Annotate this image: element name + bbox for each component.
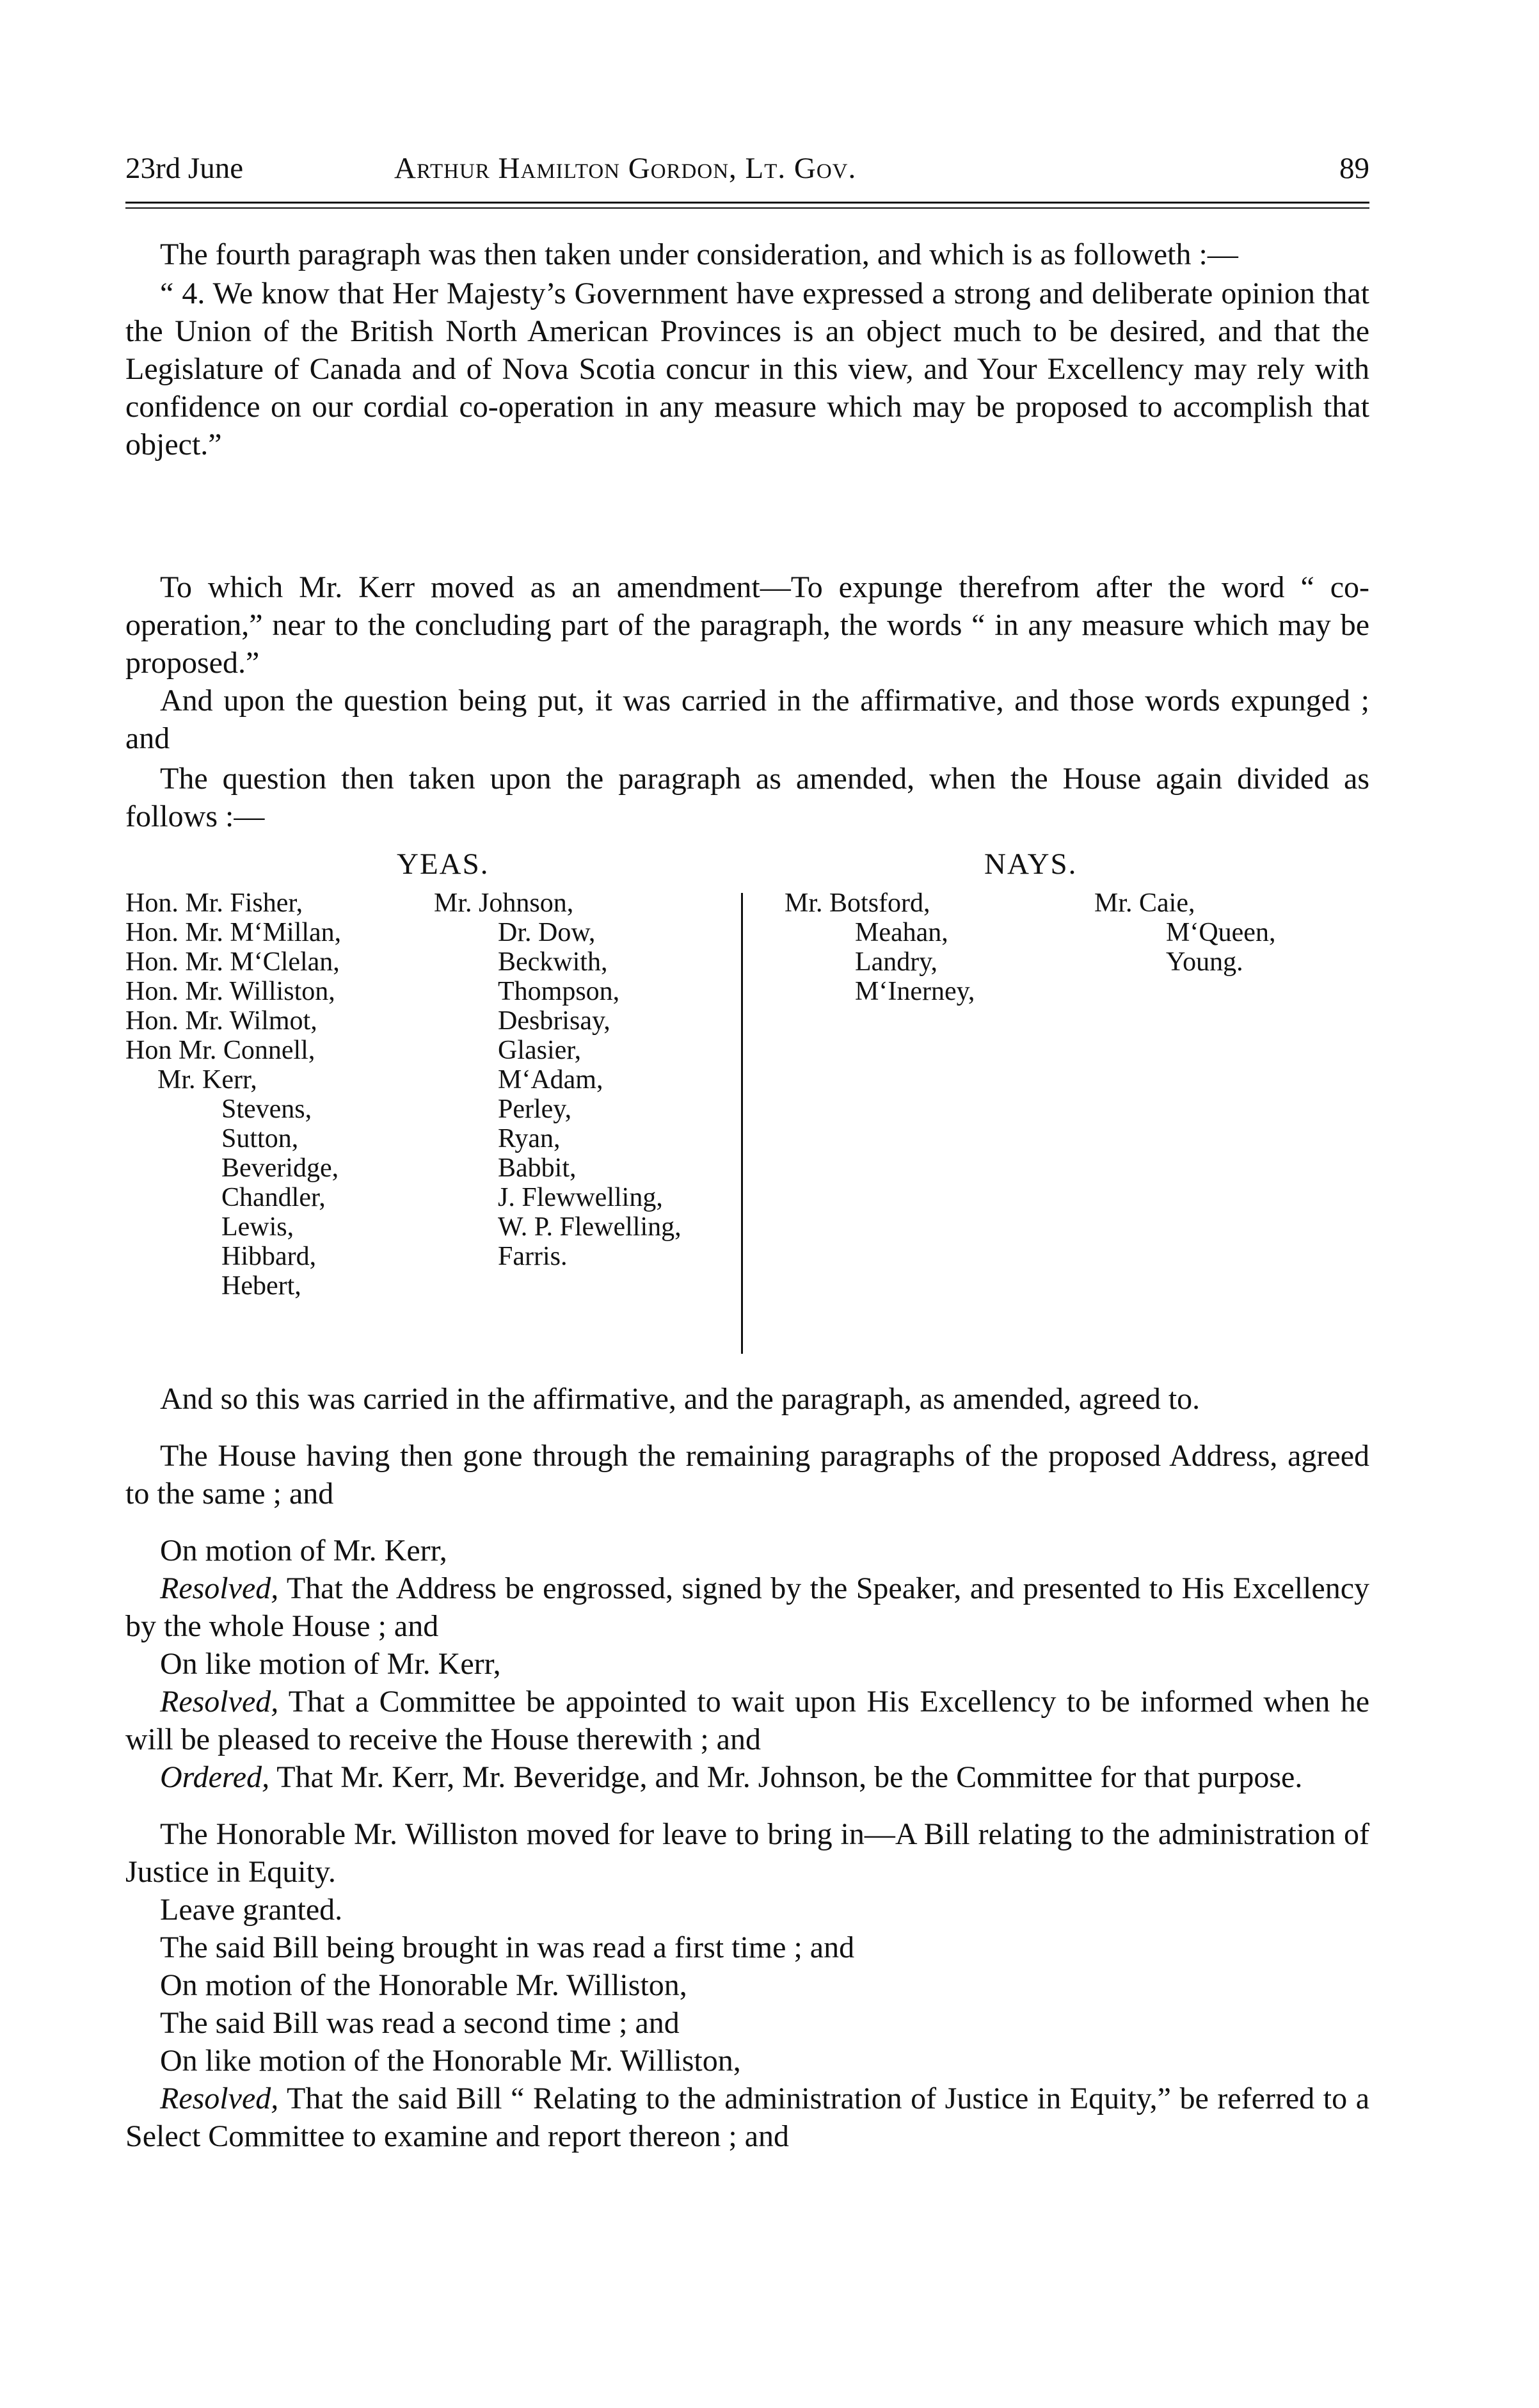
resolution-paragraph: Resolved, That a Committee be appointed to wait upon His Excellency to be informed when he will be pleased to receive the House therewith ; and: [125, 1685, 1369, 1756]
paragraph: On like motion of the Honorable Mr. Williston,: [160, 2044, 741, 2078]
yea-name: Hibbard,: [221, 1242, 317, 1271]
yea-name: W. P. Flewelling,: [498, 1212, 682, 1242]
nay-name: Landry,: [855, 947, 938, 977]
nays-column-1: [785, 888, 975, 1006]
yea-name: Hebert,: [221, 1271, 301, 1301]
paragraph: The fourth paragraph was then taken under consideration, and which is as followeth :—: [160, 237, 1238, 271]
yea-name: Beckwith,: [498, 947, 608, 977]
paragraph: And upon the question being put, it was carried in the affirmative, and those words expunged ; and: [125, 684, 1369, 755]
yea-name: Mr. Kerr,: [157, 1065, 257, 1095]
header-rule-top: [125, 202, 1369, 204]
yea-name: Babbit,: [498, 1153, 577, 1183]
paragraph-block-proceedings: [125, 1380, 1369, 2155]
paragraph: The House having then gone through the remaining paragraphs of the proposed Address, agreed to the same ; and: [125, 1439, 1369, 1511]
nay-name: M‘Inerney,: [855, 977, 975, 1006]
yea-name: Chandler,: [221, 1183, 326, 1212]
header-date: 23rd June: [125, 152, 244, 185]
yea-name: M‘Adam,: [498, 1065, 603, 1095]
paragraph: Leave granted.: [160, 1893, 343, 1927]
nay-name: Mr. Botsford,: [785, 888, 930, 918]
yea-name: Stevens,: [221, 1095, 312, 1124]
amendment-paragraph: To which Mr. Kerr moved as an amendment—To expunge therefrom after the word “ co-operation,” near to the concluding part of the paragraph, the words “ in any measure which may be proposed.”: [125, 570, 1369, 680]
yeas-heading: YEAS.: [397, 847, 490, 881]
division-column-rule: [741, 893, 743, 1354]
yea-name: Thompson,: [498, 977, 620, 1006]
paragraph-block-amendment: [125, 568, 1369, 682]
yea-name: Perley,: [498, 1095, 572, 1124]
nay-name: Meahan,: [855, 918, 948, 947]
paragraph: The question then taken upon the paragraph as amended, when the House again divided as follows :—: [125, 762, 1369, 833]
resolution-paragraph: Resolved, That the Address be engrossed, signed by the Speaker, and presented to His Excellency by the whole House ; and: [125, 1571, 1369, 1643]
resolution-paragraph: Resolved, That the said Bill “ Relating to the administration of Justice in Equity,” be referred to a Select Committee to examine and report thereon ; and: [125, 2082, 1369, 2153]
paragraph: The said Bill being brought in was read a first time ; and: [160, 1930, 855, 1964]
nays-column-2: [1094, 888, 1275, 977]
yea-name: Ryan,: [498, 1124, 561, 1153]
yea-name: Mr. Johnson,: [434, 888, 574, 918]
yea-name: Beveridge,: [221, 1153, 339, 1183]
yea-name: Hon. Mr. Wilmot,: [125, 1006, 317, 1036]
yea-name: Glasier,: [498, 1036, 582, 1065]
nay-name: M‘Queen,: [1166, 918, 1276, 947]
paragraph-block-division: [125, 682, 1369, 835]
nay-name: Young.: [1166, 947, 1243, 977]
nay-name: Mr. Caie,: [1094, 888, 1195, 918]
header-title: Arthur Hamilton Gordon, Lt. Gov.: [394, 152, 857, 185]
nays-heading: NAYS.: [984, 847, 1078, 881]
running-header: [125, 146, 1380, 191]
yea-name: Hon. Mr. M‘Millan,: [125, 918, 342, 947]
paragraph: And so this was carried in the affirmative, and the paragraph, as amended, agreed to.: [160, 1382, 1200, 1416]
yea-name: Hon. Mr. M‘Clelan,: [125, 947, 340, 977]
paragraph: The said Bill was read a second time ; and: [160, 2006, 680, 2040]
yea-name: Farris.: [498, 1242, 568, 1271]
paragraph-block-intro: [125, 236, 1369, 463]
paragraph: The Honorable Mr. Williston moved for leave to bring in—A Bill relating to the administration of Justice in Equity.: [125, 1817, 1369, 1889]
quoted-paragraph: “ 4. We know that Her Majesty’s Government have expressed a strong and deliberate opinion that the Union of the British North American Provinces is an object much to be desired, and that the Legislature of Canada and of Nova Scotia concur in this view, and Your Excellency may rely with confidence on our cordial co-operation in any measure which may be proposed to accomplish that object.”: [125, 277, 1369, 462]
yeas-column-1: [125, 888, 341, 1301]
paragraph: On like motion of Mr. Kerr,: [160, 1647, 501, 1681]
order-paragraph: Ordered, That Mr. Kerr, Mr. Beveridge, and Mr. Johnson, be the Committee for that purpose.: [160, 1760, 1303, 1794]
paragraph: On motion of Mr. Kerr,: [160, 1534, 447, 1568]
yea-name: Lewis,: [221, 1212, 294, 1242]
yea-name: Desbrisay,: [498, 1006, 610, 1036]
paragraph: On motion of the Honorable Mr. Williston,: [160, 1968, 687, 2002]
yea-name: Hon. Mr. Williston,: [125, 977, 335, 1006]
yea-name: Hon Mr. Connell,: [125, 1036, 315, 1065]
yeas-column-2: [434, 888, 682, 1271]
yea-name: Sutton,: [221, 1124, 299, 1153]
yea-name: J. Flewwelling,: [498, 1183, 663, 1212]
page-number: 89: [1339, 152, 1369, 185]
yea-name: Hon. Mr. Fisher,: [125, 888, 303, 918]
header-rule-bottom: [125, 207, 1369, 209]
yea-name: Dr. Dow,: [498, 918, 596, 947]
